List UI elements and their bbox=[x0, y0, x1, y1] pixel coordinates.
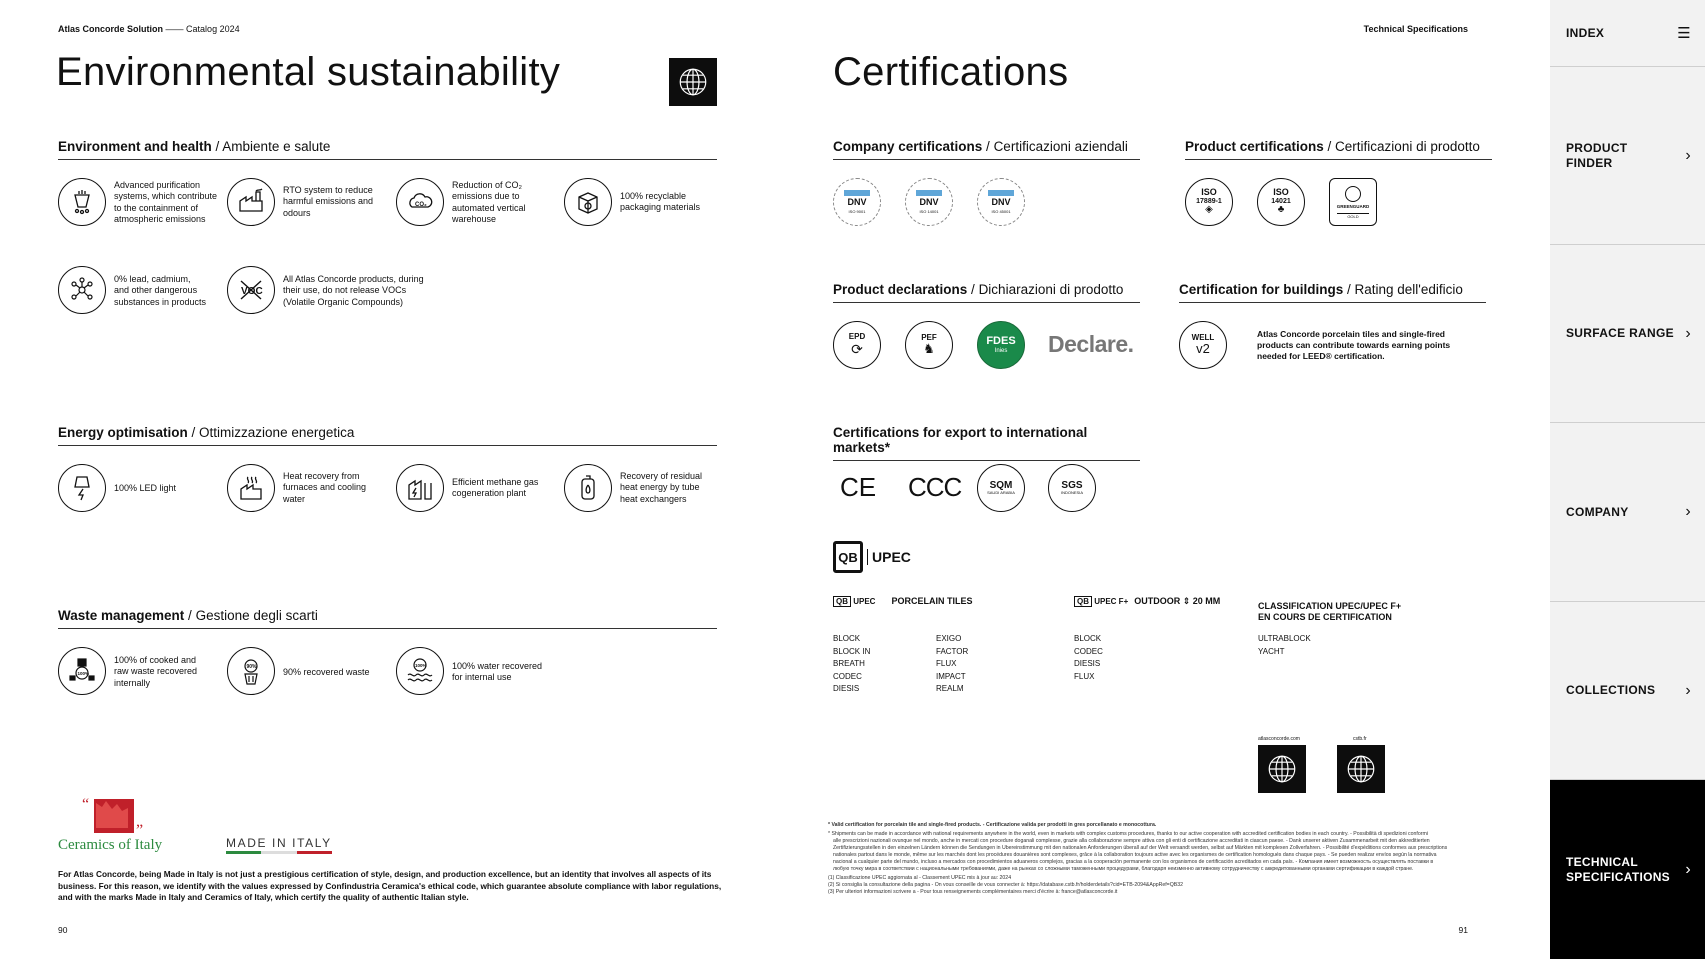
section-sep: / bbox=[187, 425, 200, 440]
upec-porcelain-col2: EXIGO FACTOR FLUX IMPACT REALM bbox=[936, 634, 969, 693]
section-sep: / bbox=[982, 139, 994, 154]
energy-item-3-label: Efficient methane gas cogeneration plant bbox=[452, 477, 539, 499]
qr-label-atlas: atlasconcorde.com bbox=[1258, 736, 1300, 742]
sgs-badge: SGS INDONESIA bbox=[1048, 464, 1096, 512]
chevron-right-icon: › bbox=[1685, 324, 1691, 342]
italian-flag-bar bbox=[226, 851, 332, 854]
env-item-6-label: All Atlas Concorde products, during their use, do not release VOCs (Volatile Organic Compounds) bbox=[283, 274, 424, 307]
sidebar-item-label: COLLECTIONS bbox=[1566, 683, 1656, 698]
upec-logo-text: UPEC bbox=[867, 549, 911, 565]
svg-text:“: “ bbox=[82, 796, 90, 813]
qr-label-cstb: cstb.fr bbox=[1353, 736, 1367, 742]
upec-porcelain-header: QB UPEC PORCELAIN TILES bbox=[833, 596, 972, 606]
svg-text:100%: 100% bbox=[77, 671, 90, 676]
purification-icon bbox=[58, 178, 106, 226]
section-export-certifications bbox=[833, 425, 1140, 461]
section-buildings-rating bbox=[1179, 282, 1486, 303]
page-title: Environmental sustainability bbox=[56, 50, 561, 94]
section-waste-management bbox=[58, 608, 717, 629]
env-item-3-label: Reduction of CO₂ emissions due to automated vertical warehouse bbox=[452, 180, 526, 224]
sidebar-item-label: COMPANY bbox=[1566, 504, 1629, 519]
pef-badge: PEF ♞ bbox=[905, 321, 953, 369]
section-sep: / bbox=[967, 282, 979, 297]
section-title-bold: Energy optimisation bbox=[58, 425, 188, 440]
svg-text:VOC: VOC bbox=[241, 286, 263, 297]
globe-link-icon[interactable] bbox=[669, 58, 717, 106]
section-title-translation: Ottimizzazione energetica bbox=[199, 425, 355, 440]
menu-icon[interactable]: ☰ bbox=[1677, 25, 1691, 42]
upec-classification-col1: ULTRABLOCK YACHT bbox=[1258, 634, 1311, 656]
sidebar-index-label: INDEX bbox=[1566, 25, 1605, 40]
env-item-2-label: RTO system to reduce harmful emissions and odours bbox=[283, 185, 374, 218]
section-title-bold: Waste management bbox=[58, 608, 185, 623]
iso-17889-badge: ISO 17889-1 ◈ bbox=[1185, 178, 1233, 226]
factory-icon bbox=[227, 178, 275, 226]
section-title-translation: Ambiente e salute bbox=[222, 139, 331, 154]
section-title-bold: Product certifications bbox=[1185, 139, 1324, 154]
right-page bbox=[775, 0, 1550, 959]
qb-small-icon: QB bbox=[1074, 596, 1092, 607]
iso-14021-badge: ISO 14021 ♣ bbox=[1257, 178, 1305, 226]
sidebar-item-collections[interactable] bbox=[1550, 602, 1705, 780]
leed-text: Atlas Concorde porcelain tiles and single-fired products can contribute towards earning points needed for LEED® certification. bbox=[1257, 329, 1451, 361]
section-product-declarations bbox=[833, 282, 1140, 303]
ccc-mark: CCC bbox=[908, 472, 962, 502]
section-title-bold: Certification for buildings bbox=[1179, 282, 1344, 297]
header-left bbox=[58, 24, 240, 34]
svg-text:CO₂: CO₂ bbox=[415, 202, 427, 208]
no-voc-icon bbox=[227, 266, 275, 314]
section-product-certifications bbox=[1185, 139, 1492, 160]
section-title-bold: Company certifications bbox=[833, 139, 983, 154]
navigation-sidebar bbox=[1550, 0, 1705, 959]
waste-item-1-label: 100% of cooked and raw waste recovered internally bbox=[114, 655, 198, 688]
molecule-icon bbox=[58, 266, 106, 314]
sidebar-item-label: TECHNICAL SPECIFICATIONS bbox=[1566, 855, 1670, 884]
section-title-bold: Environment and health bbox=[58, 139, 212, 154]
co2-cloud-icon bbox=[396, 178, 444, 226]
cstb-link-icon[interactable] bbox=[1337, 745, 1385, 793]
sidebar-item-company[interactable] bbox=[1550, 423, 1705, 602]
section-sep: / bbox=[1323, 139, 1336, 154]
sidebar-item-technical-specifications[interactable] bbox=[1550, 780, 1705, 959]
sqm-badge: SQM SAUDI ARABIA bbox=[977, 464, 1025, 512]
page-number-right: 91 bbox=[1458, 925, 1468, 935]
upec-outdoor-col1: BLOCK CODEC DIESIS FLUX bbox=[1074, 634, 1103, 681]
section-environment-health bbox=[58, 139, 717, 160]
svg-text:100%: 100% bbox=[415, 663, 427, 668]
sidebar-index[interactable] bbox=[1550, 0, 1705, 67]
made-in-italy-paragraph: For Atlas Concorde, being Made in Italy is not just a prestigious certification of style, design, and production excellence, but an identity that involves all aspects of its business. For this reason, we identify with the values expressed by Confindustria Ceramica's ethical code, which guarantee absolute compliance with labor regulations, and with the marks Made in Italy and Ceramics of Italy, which certify the quality of authentic Italian style. bbox=[58, 869, 722, 902]
svg-text:”: ” bbox=[136, 822, 144, 837]
footnotes: * Valid certification for porcelain tile and single-fired products. - Certificazione valida per prodotti in gres porcellanato e monocottura. * Shipments can be made in accordance with national requirements anywhere in the world, even in markets with complex customs procedures, thanks to our active cooperation with accredited certification bodies in each country. - Possibilità di spedizioni conformi alle prescrizioni nazionali ovunque nel mondo, anche in mercati con procedure doganali complesse, grazie alla collaborazione sempre attiva con gli enti di certificazione accreditati in ciascun paese. - Dank unserer aktiven Zusammenarbeit mit den akkreditierten Zertifizierungsstellen in den einzelnen Ländern können die Sendungen in Übereinstimmung mit den nationalen Anforderungen überall auf der Welt versandt werden, selbst auf Märkten mit komplexen Zollverfahren. - Possibilité d'expéditions conformes aux prescriptions nationales partout dans le monde, même sur les marchés dont les procédures douanières sont complexes, grâce à la collaboration toujours active avec les organismes de certification homologués dans chaque pays. - Se pueden realizar envíos según la normativa nacional a cualquier parte del mundo, incluso a mercados con procedimientos aduaneros complejos, gracias a la cooperación permanente con los organismos de certificación acreditados en cada país. - Компания имеет возможность осуществлять поставки в любую точку мира в соответствии с национальными требованиями, даже на рынках со сложными таможенными процедурами, благодаря неизменно активному сотрудничеству с аккредитованными органами сертификации в каждой стране. (1) Classificazione UPEC aggiornata al - Classement UPEC mis à jour au: 2024 (2) Si consiglia la consultazione della pagina - On vous conseille de vous connecter à: https://database.cstb.fr/holderdetails?cid=ETB-2094&AppRef=QB32 (3) Per ulteriori informazioni scrivere a - Pour tous renseignements complémentaires merci d'écrire à: france@atlasconcorde.it bbox=[828, 822, 1448, 895]
energy-item-2-label: Heat recovery from furnaces and cooling water bbox=[283, 471, 367, 504]
upec-classification-header: CLASSIFICATION UPEC/UPEC F+ EN COURS DE CERTIFICATION bbox=[1258, 601, 1402, 622]
sidebar-item-surface-range[interactable] bbox=[1550, 245, 1705, 423]
heat-recovery-icon bbox=[227, 464, 275, 512]
section-company-certifications bbox=[833, 139, 1140, 160]
qb-small-icon: QB bbox=[833, 596, 851, 607]
made-in-italy-logo bbox=[226, 836, 332, 854]
upec-outdoor-header: QB UPEC F+ OUTDOOR ⇕ 20 MM bbox=[1074, 596, 1220, 607]
section-title-translation: Gestione degli scarti bbox=[195, 608, 318, 623]
qb-upec-logo bbox=[833, 541, 911, 573]
chevron-right-icon: › bbox=[1685, 860, 1691, 878]
env-item-4-label: 100% recyclable packaging materials bbox=[620, 191, 701, 213]
catalog-label: Catalog 2024 bbox=[186, 24, 240, 34]
led-bulb-icon bbox=[58, 464, 106, 512]
section-title-bold: Certifications for export to international markets* bbox=[833, 425, 1088, 455]
recycle-box-icon bbox=[564, 178, 612, 226]
header-separator: —— bbox=[165, 24, 184, 34]
section-title-translation: Dichiarazioni di prodotto bbox=[978, 282, 1124, 297]
env-item-5-label: 0% lead, cadmium, and other dangerous substances in products bbox=[114, 274, 207, 307]
waste-item-2-label: 90% recovered waste bbox=[283, 667, 370, 677]
header-right: Technical Specifications bbox=[1363, 24, 1468, 34]
raw-waste-icon bbox=[58, 647, 106, 695]
ce-mark: CE bbox=[840, 472, 877, 502]
greenguard-badge: GREENGUARD GOLD bbox=[1329, 178, 1377, 226]
sidebar-item-label: PRODUCT FINDER bbox=[1566, 141, 1628, 170]
made-in-italy-text: MADE IN ITALY bbox=[226, 836, 332, 850]
ceramics-logo-text: Ceramics of Italy bbox=[58, 837, 163, 853]
section-title-bold: Product declarations bbox=[833, 282, 968, 297]
methane-plant-icon bbox=[396, 464, 444, 512]
dnv-iso9001-badge: DNV ISO 9001 bbox=[833, 178, 881, 226]
sidebar-item-product-finder[interactable] bbox=[1550, 67, 1705, 245]
section-sep: / bbox=[211, 139, 223, 154]
upec-porcelain-col1: BLOCK BLOCK IN BREATH CODEC DIESIS bbox=[833, 634, 871, 693]
chevron-right-icon: › bbox=[1685, 681, 1691, 699]
section-sep: / bbox=[184, 608, 196, 623]
env-item-1-label: Advanced purification systems, which contribute to the containment of atmospheric emissions bbox=[114, 180, 218, 224]
section-energy-optimisation bbox=[58, 425, 717, 446]
fdes-badge: FDES Inies bbox=[977, 321, 1025, 369]
section-sep: / bbox=[1343, 282, 1355, 297]
heat-exchanger-icon bbox=[564, 464, 612, 512]
left-page bbox=[0, 0, 775, 959]
epd-badge: EPD ⟳ bbox=[833, 321, 881, 369]
water-recovery-icon bbox=[396, 647, 444, 695]
chevron-right-icon: › bbox=[1685, 503, 1691, 520]
waste-item-3-label: 100% water recovered for internal use bbox=[452, 661, 543, 683]
chevron-right-icon: › bbox=[1685, 146, 1691, 164]
energy-item-1-label: 100% LED light bbox=[114, 483, 177, 493]
qb-icon: QB bbox=[833, 541, 863, 573]
svg-text:90%: 90% bbox=[246, 664, 257, 670]
declare-logo: Declare. bbox=[1048, 331, 1134, 357]
section-title-translation: Certificazioni aziendali bbox=[993, 139, 1128, 154]
waste-bin-icon bbox=[227, 647, 275, 695]
section-title-translation: Rating dell'edificio bbox=[1354, 282, 1463, 297]
well-v2-badge: WELL v2 bbox=[1179, 321, 1227, 369]
greenguard-icon bbox=[1345, 186, 1361, 202]
ceramics-of-italy-logo bbox=[58, 795, 168, 855]
sidebar-item-label: SURFACE RANGE bbox=[1566, 326, 1674, 341]
atlasconcorde-link-icon[interactable] bbox=[1258, 745, 1306, 793]
section-title-translation: Certificazioni di prodotto bbox=[1335, 139, 1480, 154]
dnv-iso14001-badge: DNV ISO 14001 bbox=[905, 178, 953, 226]
page-title-certifications: Certifications bbox=[833, 50, 1069, 94]
brand-name: Atlas Concorde Solution bbox=[58, 24, 164, 34]
page-number-left: 90 bbox=[58, 925, 68, 935]
dnv-iso45001-badge: DNV ISO 45001 bbox=[977, 178, 1025, 226]
energy-item-4-label: Recovery of residual heat energy by tube heat exchangers bbox=[620, 471, 703, 504]
